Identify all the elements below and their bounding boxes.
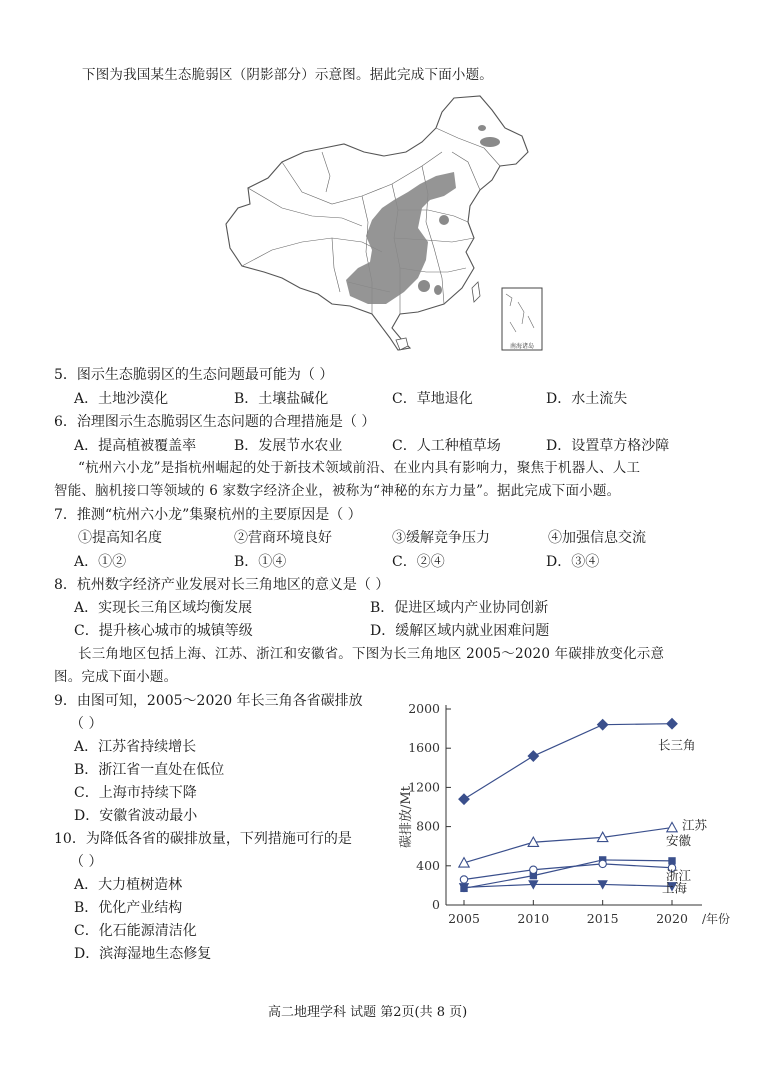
series-line-0 xyxy=(464,724,672,799)
q6-option-c: C．人工种植草场 xyxy=(392,438,501,454)
q7-option-a: A．①② xyxy=(74,554,127,570)
q10-option-b: B．优化产业结构 xyxy=(74,900,183,916)
series-label-2: 安徽 xyxy=(666,832,692,848)
south-china-sea-inset xyxy=(502,288,542,350)
data-point-2 xyxy=(668,857,675,864)
q9-option-a: A．江苏省持续增长 xyxy=(74,739,197,755)
q9-answer-bracket: （ ） xyxy=(70,716,103,732)
series-line-4 xyxy=(464,884,672,887)
x-tick-label: 2015 xyxy=(586,911,619,926)
y-axis-label: 碳排放/Mt xyxy=(399,786,414,848)
q8-option-d: D．缓解区域内就业困难问题 xyxy=(370,623,550,639)
y-tick-label: 800 xyxy=(416,818,440,834)
series-label-0: 长三角 xyxy=(658,737,696,753)
q5-option-a: A．土地沙漠化 xyxy=(74,391,169,407)
series-line-1 xyxy=(464,828,672,863)
series-label-1: 江苏 xyxy=(682,817,708,833)
q6-option-b: B．发展节水农业 xyxy=(234,438,343,454)
q5-stem: 5．图示生态脆弱区的生态问题最可能为（ ） xyxy=(54,367,334,383)
y-tick-label: 2000 xyxy=(408,701,440,716)
q7-item-4: ④加强信息交流 xyxy=(548,530,646,546)
shaded-patch-south xyxy=(418,280,430,292)
data-point-3 xyxy=(530,866,537,873)
y-tick-label: 1600 xyxy=(408,740,440,756)
shaded-patch-southeast xyxy=(434,285,442,295)
taiwan-island xyxy=(472,282,480,302)
q8-option-c: C．提升核心城市的城镇等级 xyxy=(74,623,253,639)
q8-option-b: B．促进区域内产业协同创新 xyxy=(370,600,549,616)
series-label-4: 上海 xyxy=(662,880,688,896)
q5-option-c: C．草地退化 xyxy=(392,391,473,407)
x-tick-label: 2010 xyxy=(517,911,550,926)
y-tick-label: 1200 xyxy=(408,779,440,795)
data-point-0 xyxy=(528,751,538,761)
china-ecological-fragile-zone-map xyxy=(222,92,552,354)
q7-option-c: C．②④ xyxy=(392,554,445,570)
q10-option-a: A．大力植树造林 xyxy=(74,877,183,893)
inset-label: 南海诸岛 xyxy=(510,343,535,350)
page-footer: 高二地理学科 试题 第2页(共 8 页) xyxy=(268,1005,468,1020)
q9-option-c: C．上海市持续下降 xyxy=(74,785,197,801)
data-point-0 xyxy=(667,719,677,729)
series-line-3 xyxy=(464,864,672,880)
q7-stem: 7．推测“杭州六小龙”集聚杭州的主要原因是（ ） xyxy=(54,507,362,523)
intro-hangzhou-line1: “杭州六小龙”是指杭州崛起的处于新技术领域前沿、在业内具有影响力，聚焦于机器人、人工 xyxy=(78,460,641,476)
q10-option-d: D．滨海湿地生态修复 xyxy=(74,946,212,962)
q7-item-2: ②营商环境良好 xyxy=(234,530,332,546)
data-point-0 xyxy=(597,719,607,729)
q6-stem: 6．治理图示生态脆弱区生态问题的合理措施是（ ） xyxy=(54,414,376,430)
q8-stem: 8．杭州数字经济产业发展对长三角地区的意义是（ ） xyxy=(54,577,390,593)
x-tick-label: 2005 xyxy=(448,911,480,926)
x-tick-label: 2020 xyxy=(656,911,688,926)
y-tick-label: 0 xyxy=(432,897,440,912)
y-tick-label: 400 xyxy=(416,857,440,873)
shaded-patch-northeast-small xyxy=(478,125,486,131)
x-axis-label: /年份 xyxy=(702,912,731,926)
shaded-patch-north xyxy=(439,215,449,225)
q7-item-1: ①提高知名度 xyxy=(78,530,162,546)
shaded-patch-northeast xyxy=(480,137,500,147)
intro-yangtze-line2: 图。完成下面小题。 xyxy=(54,669,178,685)
series-label-3: 浙江 xyxy=(666,867,692,883)
q7-option-d: D．③④ xyxy=(546,554,600,570)
q9-stem: 9．由图可知，2005～2020 年长三角各省碳排放 xyxy=(54,693,363,709)
q5-option-d: D．水土流失 xyxy=(546,391,628,407)
q6-option-a: A．提高植被覆盖率 xyxy=(74,438,197,454)
q9-option-d: D．安徽省波动最小 xyxy=(74,808,198,824)
q7-option-b: B．①④ xyxy=(234,554,287,570)
data-point-3 xyxy=(599,860,606,867)
q6-option-d: D．设置草方格沙障 xyxy=(546,438,670,454)
data-point-3 xyxy=(460,876,467,883)
carbon-emission-line-chart xyxy=(398,700,738,932)
q8-option-a: A．实现长三角区域均衡发展 xyxy=(74,600,253,616)
q9-option-b: B．浙江省一直处在低位 xyxy=(74,762,225,778)
data-point-1 xyxy=(667,822,677,831)
q10-answer-bracket: （ ） xyxy=(70,854,103,870)
q5-option-b: B．土壤盐碱化 xyxy=(234,391,329,407)
intro-yangtze-line1: 长三角地区包括上海、江苏、浙江和安徽省。下图为长三角地区 2005～2020 年碳排放变化示意 xyxy=(78,646,665,662)
intro-hangzhou-line2: 智能、脑机接口等领域的 6 家数字经济企业，被称为“神秘的东方力量”。据此完成下面小题。 xyxy=(54,483,621,499)
q10-stem: 10．为降低各省的碳排放量，下列措施可行的是 xyxy=(54,831,352,847)
q10-option-c: C．化石能源清洁化 xyxy=(74,923,197,939)
intro-map: 下图为我国某生态脆弱区（阴影部分）示意图。据此完成下面小题。 xyxy=(82,67,493,83)
data-point-0 xyxy=(459,794,469,804)
q7-item-3: ③缓解竞争压力 xyxy=(392,530,490,546)
